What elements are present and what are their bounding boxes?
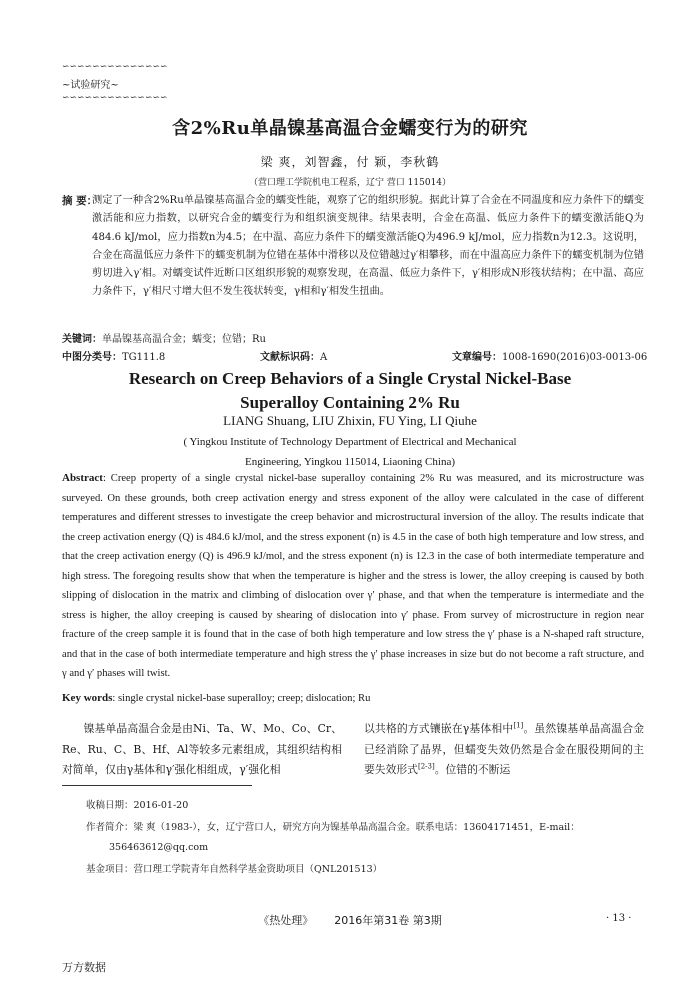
art-value: 1008-1690(2016)03-0013-06 xyxy=(502,352,648,363)
section-tag: ~试验研究~ xyxy=(62,80,119,91)
title-en-line2: Superalloy Containing 2% Ru xyxy=(240,393,460,412)
keywords-cn-label: 关键词： xyxy=(62,334,102,345)
body-right-text-c: 。位错的不断运 xyxy=(434,763,511,776)
clc-label: 中图分类号： xyxy=(62,352,122,363)
authors-en: LIANG Shuang, LIU Zhixin, FU Ying, LI Qiuhe xyxy=(223,413,477,428)
body-right-text-a: 以共格的方式镶嵌在γ基体相中 xyxy=(364,722,514,735)
citation-2-3[interactable]: [2-3] xyxy=(417,762,435,771)
journal-footer xyxy=(0,912,700,928)
keywords-en-label: Key words xyxy=(62,692,113,704)
keywords-cn-text: 单晶镍基高温合金；蠕变；位错；Ru xyxy=(102,334,266,345)
clc-value: TG111.8 xyxy=(122,352,166,363)
clc-number xyxy=(62,348,165,363)
abstract-en-text: : Creep property of a single crystal nickel-base superalloy containing 2% Ru was measured, and its microstructure was surveyed. On these grounds, both creep activation energy and stress exponent of the alloy were calculated in the case of different temperatures and different stresses to investigate the creep behavior and microstructural inversion of the alloy. The results indicate that the creep activation energy (Q) is 484.6 kJ/mol, and the stress exponent (n) is 4.5 in the case of both high temperature and low stress, and that the creep activation energy (Q) is 496.9 kJ/mol, and the stress exponent (n) is 12.3 in the case of both intermediate temperature and high stress. The foregoing results show that when the temperature is higher and the stress is lower, the alloy creeping is caused by both slipping of dislocation in the matrix and climbing of dislocation over γ′ phase, and that when the temperature is intermediate and the stress is higher, the alloy creeping is caused by shearing of dislocation into γ′ phase. From survey of microstructure in region near fracture of the creep sample it is found that in the case of both high temperature and low stress the γ′ phase is a N-shaped raft structure, and that in the case of both intermediate temperature and high stress the γ′ phase increases in size but do not become a raft structure, and γ and γ′ phases will twist. xyxy=(62,473,645,680)
abstract-cn-label: 摘 要： xyxy=(62,195,98,207)
footnote-email: 356463612@qq.com xyxy=(109,842,209,853)
doc-code xyxy=(260,348,327,363)
page-number: · 13 · xyxy=(606,913,632,924)
abstract-en xyxy=(62,469,644,684)
abstract-cn xyxy=(62,192,644,302)
body-column-right xyxy=(364,719,644,781)
affiliation-en xyxy=(0,432,700,472)
journal-issue: 2016年第31卷 第3期 xyxy=(334,914,442,927)
title-en xyxy=(0,367,700,415)
footnote-received: 收稿日期：2016-01-20 xyxy=(86,800,189,811)
keywords-en xyxy=(62,692,370,704)
article-number xyxy=(452,348,647,363)
body-column-left: 镍基单晶高温合金是由Ni、Ta、W、Mo、Co、Cr、Re、Ru、C、B、Hf、Al等较多元素组成，其组织结构相对简单，仅由γ基体和γ′强化相组成，γ′强化相 xyxy=(62,722,342,776)
watermark: 万方数据 xyxy=(62,961,106,974)
keywords-cn xyxy=(62,330,266,345)
doc-label: 文献标识码： xyxy=(260,352,320,363)
keywords-en-text: : single crystal nickel-base superalloy; creep; dislocation; Ru xyxy=(112,693,371,704)
affiliation-cn: （营口理工学院机电工程系，辽宁 营口 115014） xyxy=(248,178,452,188)
body-right-text-b: 。虽然镍基单晶高温合金已经消除了晶界，但蠕变失效仍然是合金在服役期间的主要失效形式 xyxy=(364,722,645,776)
doc-value: A xyxy=(320,352,328,363)
footnote-author-intro: 作者简介：梁 爽（1983-），女，辽宁营口人，研究方向为镍基单晶高温合金。联系电话：13604171451，E-mail： xyxy=(86,822,580,833)
journal-name: 《热处理》 xyxy=(258,914,314,927)
authors-cn: 梁 爽，刘智鑫，付 颖，李秋鹤 xyxy=(260,155,440,169)
affiliation-en-line1: ( Yingkou Institute of Technology Department of Electrical and Mechanical xyxy=(183,436,517,448)
title-cn: 含2%Ru单晶镍基高温合金蠕变行为的研究 xyxy=(172,118,528,139)
art-label: 文章编号： xyxy=(452,352,502,363)
abstract-cn-text: 测定了一种含2%Ru单晶镍基高温合金的蠕变性能，观察了它的组织形貌。据此计算了合金在不同温度和应力条件下的蠕变激活能和应力指数，以研究合金的蠕变行为和组织演变规律。结果表明，合金在高温、低应力条件下的蠕变激活能Q为484.6 kJ/mol，应力指数n为4.5；在中温、高应力条件下的蠕变激活能Q为496.9 kJ/mol，应力指数n为12.3。这说明，合金在高温低应力条件下的蠕变机制为位错在基体中滑移以及位错越过γ′相攀移，而在中温高应力条件下的蠕变机制为位错剪切进入γ′相。对蠕变试件近断口区组织形貌的观察发现，在高温、低应力条件下，γ′相形成N形筏状结构；在中温、高应力条件下，γ′相尺寸增大但不发生筏状转变，γ相和γ′相发生扭曲。 xyxy=(92,195,644,298)
header-ornament-top: ∽∽∽∽∽∽∽∽∽∽∽∽∽∽ xyxy=(62,62,168,72)
affiliation-en-line2: Engineering, Yingkou 115014, Liaoning China) xyxy=(245,456,455,468)
title-en-line1: Research on Creep Behaviors of a Single Crystal Nickel-Base xyxy=(128,369,572,388)
citation-1[interactable]: [1] xyxy=(513,721,524,730)
abstract-en-label: Abstract xyxy=(62,472,103,484)
footnote-fund: 基金项目：营口理工学院青年自然科学基金资助项目（QNL201513） xyxy=(86,864,383,875)
header-ornament-bottom: ∽∽∽∽∽∽∽∽∽∽∽∽∽∽ xyxy=(62,93,168,103)
footnote-divider xyxy=(62,785,252,786)
